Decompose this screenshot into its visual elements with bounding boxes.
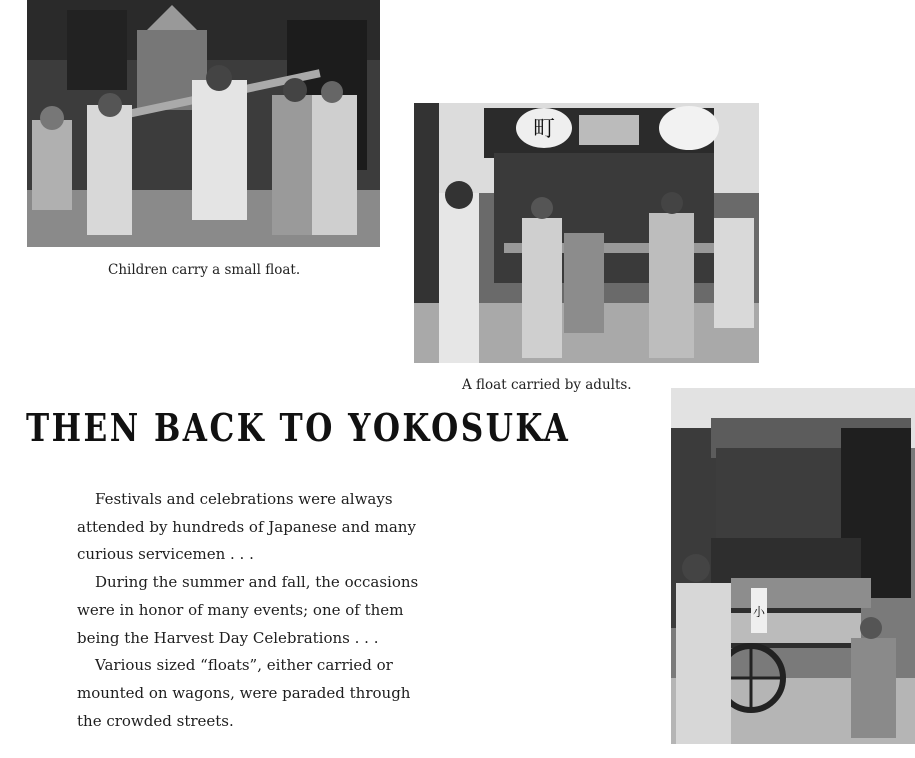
article-paragraph: Various sized “floats”, either carried or mounted on wagons, were paraded through the crowded streets. xyxy=(77,656,411,730)
photo-children-float xyxy=(27,0,380,247)
photo-wagon-float-image xyxy=(671,388,915,744)
photo-children-float-caption: Children carry a small float. xyxy=(108,262,301,278)
photo-adults-float xyxy=(414,103,759,363)
article-body xyxy=(77,486,422,735)
article-paragraph: Festivals and celebrations were always attended by hundreds of Japanese and many curious servicemen . . . xyxy=(77,490,416,564)
lantern-banner-text: 町 xyxy=(532,117,556,142)
photo-adults-float-caption: A float carried by adults. xyxy=(462,377,632,393)
photo-children-float-image xyxy=(27,0,380,247)
article-headline: THEN BACK TO YOKOSUKA xyxy=(26,405,571,450)
article-paragraph: During the summer and fall, the occasions were in honor of many events; one of them being the Harvest Day Celebrations . . . xyxy=(77,573,419,647)
photo-wagon-float xyxy=(671,388,915,744)
photo-adults-float-image xyxy=(414,103,759,363)
side-lantern-text: 小 xyxy=(752,605,766,619)
